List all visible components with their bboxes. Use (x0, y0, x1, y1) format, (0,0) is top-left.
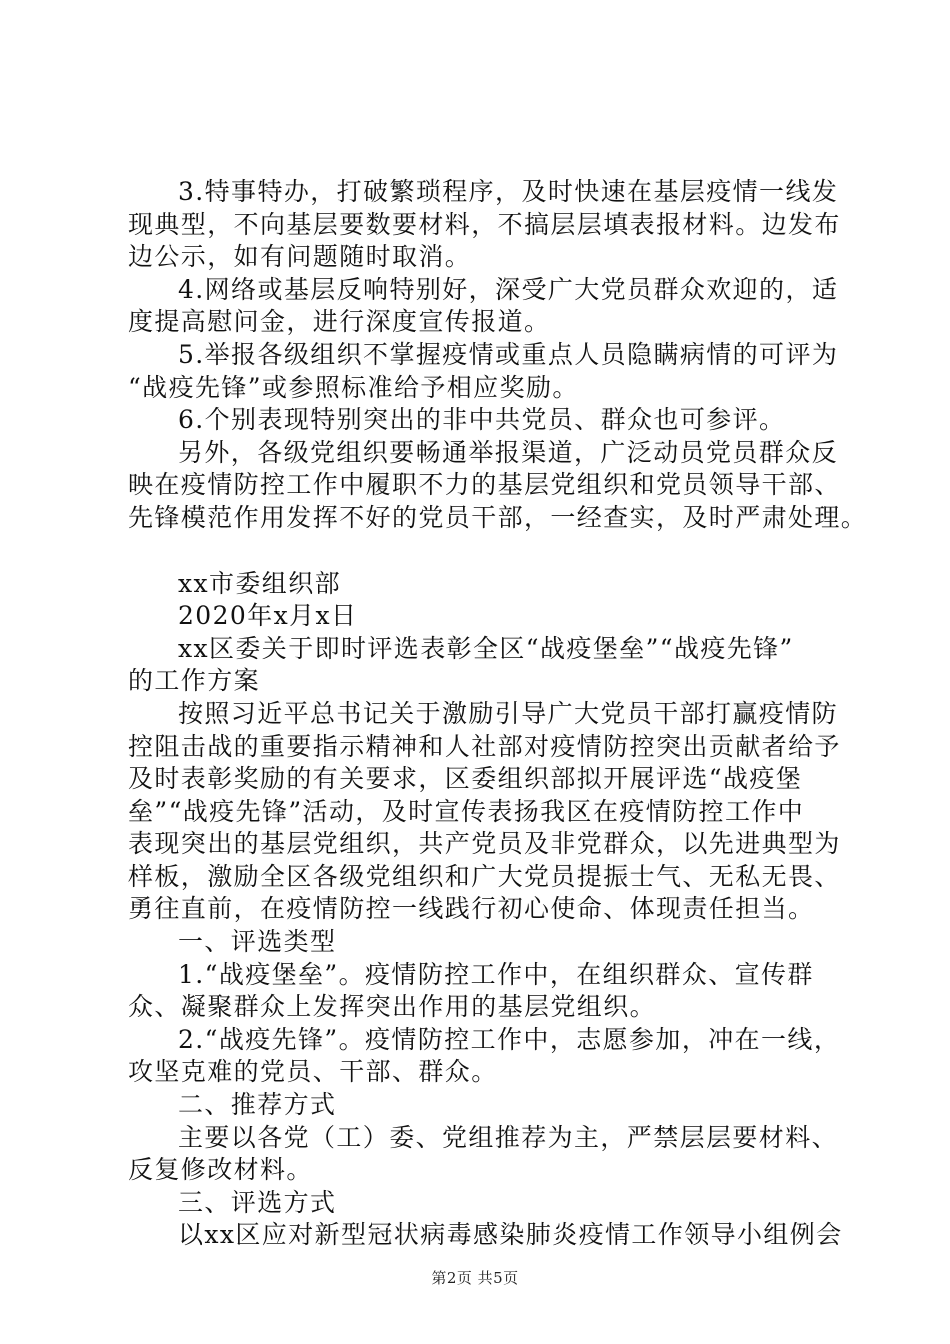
paragraph-line: 及时表彰奖励的有关要求，区委组织部拟开展评选“战疫堡 (128, 764, 803, 794)
paragraph-line: 另外，各级党组织要畅通举报渠道，广泛动员党员群众反 (178, 437, 839, 467)
paragraph-line: 3.特事特办，打破繁琐程序，及时快速在基层疫情一线发 (178, 177, 839, 206)
heading-line: 二、推荐方式 (178, 1090, 337, 1120)
paragraph-line: 6.个别表现特别突出的非中共党员、群众也可参评。 (178, 405, 786, 435)
paragraph-line: 映在疫情防控工作中履职不力的基层党组织和党员领导干部、 (128, 470, 841, 500)
paragraph-line: 度提高慰问金，进行深度宣传报道。 (128, 307, 551, 337)
paragraph-line: 表现突出的基层党组织，共产党员及非党群众，以先进典型为 (128, 829, 841, 859)
paragraph-gap (128, 535, 840, 568)
heading-line: 三、评选方式 (178, 1187, 337, 1217)
paragraph-line: 主要以各党（工）委、党组推荐为主，严禁层层要材料、 (178, 1122, 839, 1152)
paragraph-line: 4.网络或基层反响特别好，深受广大党员群众欢迎的，适 (178, 274, 839, 304)
paragraph-line: 现典型，不向基层要数要材料，不搞层层填表报材料。边发布 (128, 209, 841, 239)
paragraph-line: 1.“战疫堡垒”。疫情防控工作中，在组织群众、宣传群 (178, 959, 814, 989)
section-title: xx区委关于即时评选表彰全区“战疫堡垒”“战疫先锋” (178, 633, 794, 663)
paragraph-line: 2.“战疫先锋”。疫情防控工作中，志愿参加，冲在一线， (178, 1024, 841, 1054)
paragraph-line: 按照习近平总书记关于激励引导广大党员干部打赢疫情防 (178, 698, 839, 728)
signature-org: xx市委组织部 (178, 568, 341, 598)
paragraph-line: 边公示，如有问题随时取消。 (128, 242, 472, 272)
document-body (128, 176, 868, 1252)
paragraph-line: 攻坚克难的党员、干部、群众。 (128, 1057, 498, 1087)
paragraph-line: 垒”“战疫先锋”活动，及时宣传表扬我区在疫情防控工作中 (128, 796, 805, 826)
paragraph-line: 控阻击战的重要指示精神和人社部对疫情防控突出贡献者给予 (128, 731, 841, 761)
paragraph-line: 反复修改材料。 (128, 1155, 313, 1185)
paragraph-line: 5.举报各级组织不掌握疫情或重点人员隐瞒病情的可评为 (178, 339, 839, 369)
section-title: 的工作方案 (128, 666, 261, 696)
paragraph-line: 众、凝聚群众上发挥突出作用的基层党组织。 (128, 992, 657, 1022)
paragraph-line: 以xx区应对新型冠状病毒感染肺炎疫情工作领导小组例会 (178, 1220, 843, 1250)
paragraph-line: 勇往直前，在疫情防控一线践行初心使命、体现责任担当。 (128, 894, 815, 924)
page-number-footer: 第2页 共5页 (431, 1269, 519, 1287)
paragraph-line: 先锋模范作用发挥不好的党员干部，一经查实，及时严肃处理。 (128, 502, 868, 532)
signature-date: 2020年x月x日 (178, 601, 358, 631)
paragraph-line: 样板，激励全区各级党组织和广大党员提振士气、无私无畏、 (128, 861, 841, 891)
heading-line: 一、评选类型 (178, 927, 337, 957)
paragraph-line: “战疫先锋”或参照标准给予相应奖励。 (128, 372, 579, 402)
